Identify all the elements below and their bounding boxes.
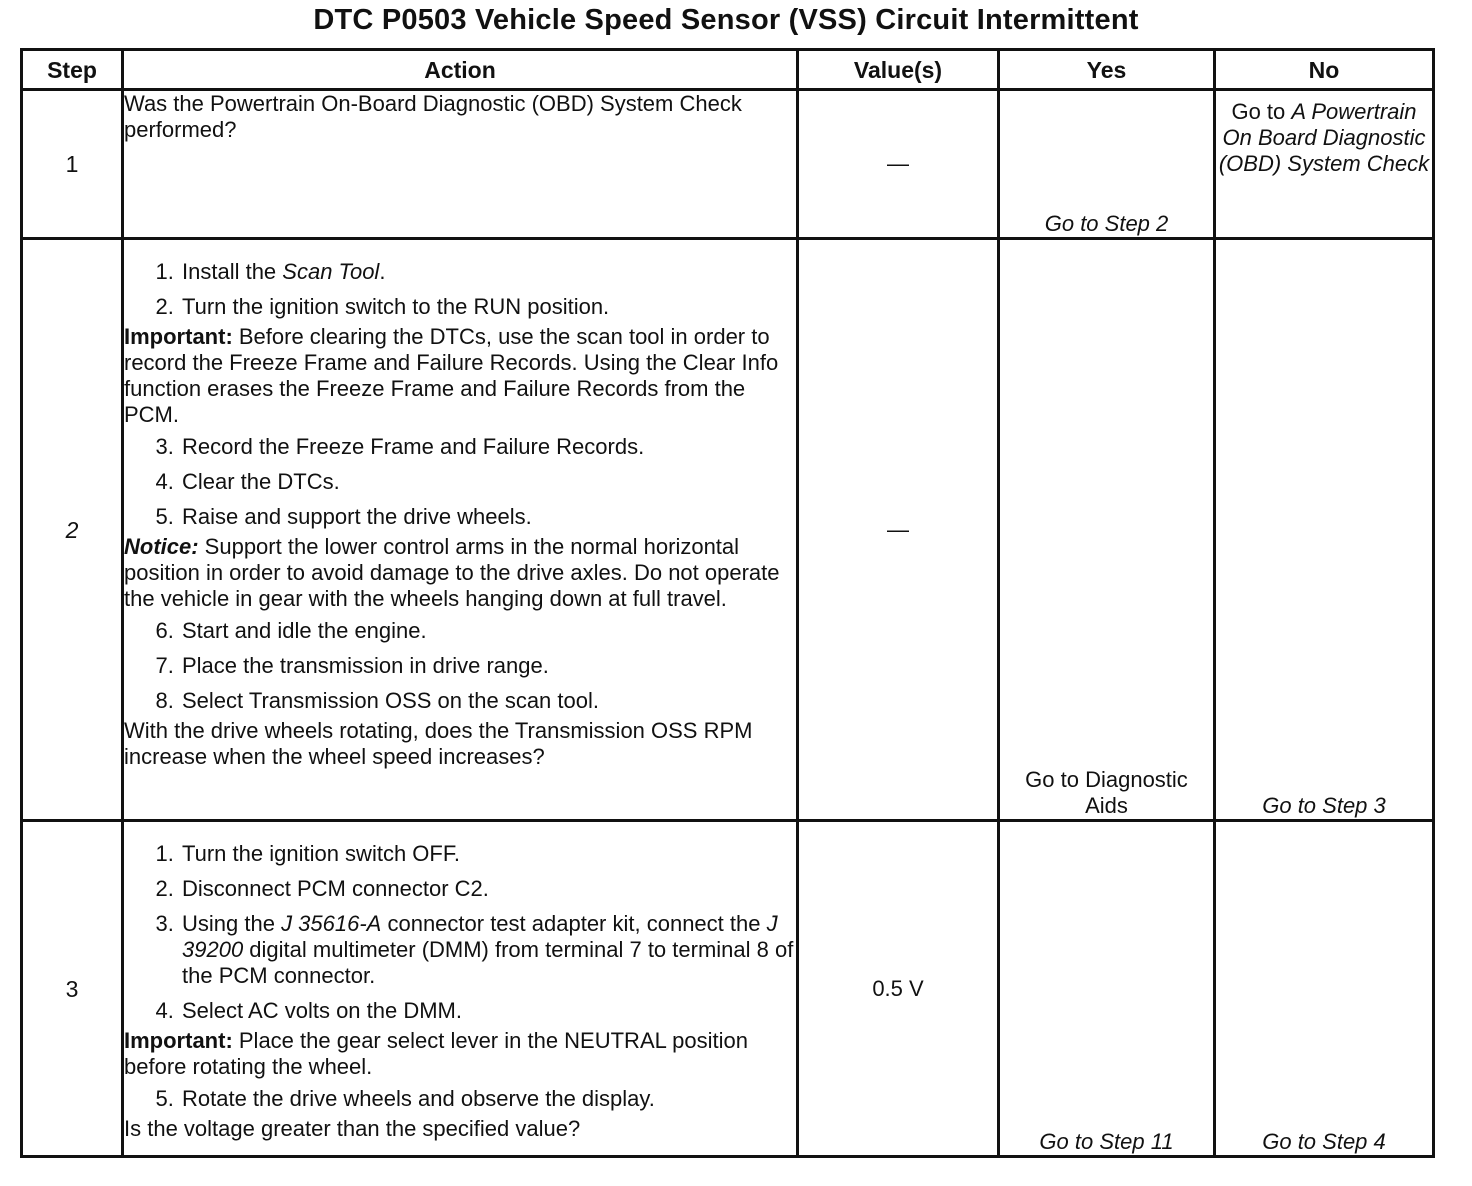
column-header-step: Step	[22, 50, 123, 90]
list-item: 2. Disconnect PCM connector C2.	[180, 876, 796, 902]
no-result-prefix: Go to	[1231, 99, 1292, 124]
yes-result: Go to Step 11	[999, 821, 1215, 1157]
step-number: 2	[22, 239, 123, 821]
list-item: 1. Turn the ignition switch OFF.	[180, 841, 796, 867]
procedure-list	[124, 434, 796, 530]
list-item: 7. Place the transmission in drive range.	[180, 653, 796, 679]
action-question: Is the voltage greater than the specified value?	[124, 1116, 581, 1141]
action-cell	[123, 90, 798, 239]
procedure-list	[124, 618, 796, 714]
action-cell	[123, 239, 798, 821]
table-row-step-2	[22, 239, 1434, 821]
list-item: 4. Select AC volts on the DMM.	[180, 998, 796, 1024]
no-result-procedure: A Powertrain On Board Diagnostic (OBD) System Check	[1218, 99, 1430, 176]
table-row-step-1	[22, 90, 1434, 239]
column-header-yes: Yes	[999, 50, 1215, 90]
step-number: 1	[22, 90, 123, 239]
list-item: 3. Using the J 35616-A connector test adapter kit, connect the J 39200 digital multimeter (DMM) from terminal 7 to terminal 8 of the PCM connector.	[180, 911, 796, 989]
list-item: 6. Start and idle the engine.	[180, 618, 796, 644]
step-number: 3	[22, 821, 123, 1157]
no-result	[1215, 90, 1434, 239]
table-row-step-3	[22, 821, 1434, 1157]
value-cell: —	[798, 239, 999, 821]
list-item: 8. Select Transmission OSS on the scan tool.	[180, 688, 796, 714]
yes-result: Go to Diagnostic Aids	[999, 239, 1215, 821]
list-item: 5. Raise and support the drive wheels.	[180, 504, 796, 530]
diagnostic-table	[20, 48, 1435, 1158]
no-result: Go to Step 3	[1215, 239, 1434, 821]
column-header-action: Action	[123, 50, 798, 90]
yes-result: Go to Step 2	[999, 90, 1215, 239]
table-header-row	[22, 50, 1434, 90]
value-cell: 0.5 V	[798, 821, 999, 1157]
action-question: With the drive wheels rotating, does the Transmission OSS RPM increase when the wheel speed increases?	[124, 718, 753, 769]
value-cell: —	[798, 90, 999, 239]
column-header-no: No	[1215, 50, 1434, 90]
procedure-list	[124, 841, 796, 1024]
list-item: 1. Install the Scan Tool.	[180, 259, 796, 285]
procedure-list	[124, 259, 796, 320]
no-result: Go to Step 4	[1215, 821, 1434, 1157]
list-item: 4. Clear the DTCs.	[180, 469, 796, 495]
action-question: Was the Powertrain On-Board Diagnostic (OBD) System Check performed?	[124, 91, 742, 142]
list-item: 2. Turn the ignition switch to the RUN position.	[180, 294, 796, 320]
column-header-values: Value(s)	[798, 50, 999, 90]
list-item: 3. Record the Freeze Frame and Failure Records.	[180, 434, 796, 460]
page-title: DTC P0503 Vehicle Speed Sensor (VSS) Circuit Intermittent	[313, 4, 1139, 36]
procedure-list	[124, 1086, 796, 1112]
important-note: Important: Place the gear select lever in the NEUTRAL position before rotating the wheel.	[124, 1028, 748, 1079]
list-item: 5. Rotate the drive wheels and observe the display.	[180, 1086, 796, 1112]
notice-note: Notice: Support the lower control arms in the normal horizontal position in order to avoid damage to the drive axles. Do not operate the vehicle in gear with the wheels hanging down at full travel.	[124, 534, 780, 611]
action-cell	[123, 821, 798, 1157]
important-note: Important: Before clearing the DTCs, use the scan tool in order to record the Freeze Frame and Failure Records. Using the Clear Info function erases the Freeze Frame and Failure Records from the PCM.	[124, 324, 779, 427]
